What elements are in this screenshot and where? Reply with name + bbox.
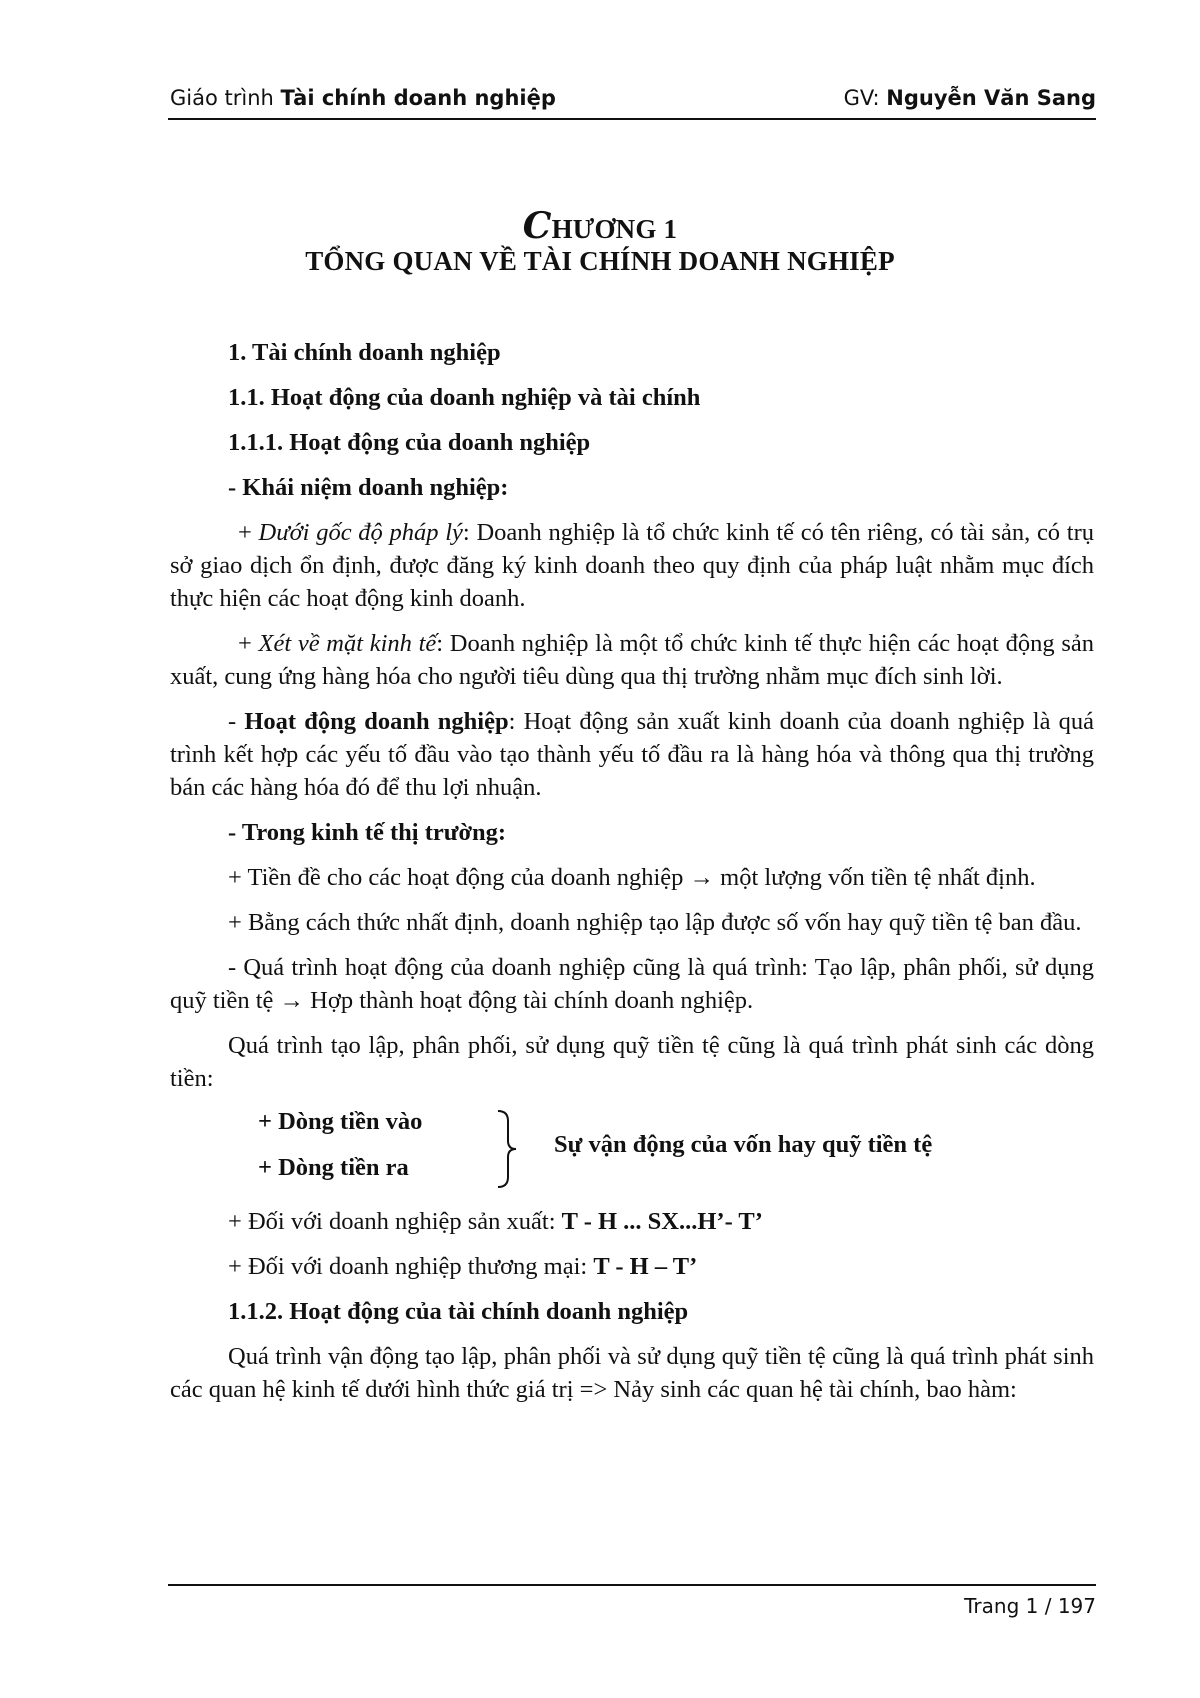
cash-inflow: + Dòng tiền vào (258, 1108, 423, 1135)
cash-outflow: + Dòng tiền ra (258, 1154, 409, 1181)
legal-definition: + Dưới gốc độ pháp lý: Doanh nghiệp là tổ chức kinh tế có tên riêng, có tài sản, có trụ sở giao dịch ổn định, được đăng ký kinh doanh theo quy định của pháp luật nhằm mục đích thực hiện các hoạt động kinh doanh. (170, 519, 1094, 612)
market-point-1: + Tiền đề cho các hoạt động của doanh nghiệp → một lượng vốn tiền tệ nhất định. (228, 864, 1036, 891)
heading-1-1: 1.1. Hoạt động của doanh nghiệp và tài chính (228, 384, 701, 411)
heading-1: 1. Tài chính doanh nghiệp (228, 339, 501, 366)
concept-title: - Khái niệm doanh nghiệp: (228, 474, 509, 501)
last-paragraph: Quá trình vận động tạo lập, phân phối và sử dụng quỹ tiền tệ cũng là quá trình phát sinh các quan hệ kinh tế dưới hình thức giá trị => Nảy sinh các quan hệ tài chính, bao hàm: (170, 1343, 1094, 1403)
market-point-2: + Bằng cách thức nhất định, doanh nghiệp tạo lập được số vốn hay quỹ tiền tệ ban đầu. (228, 909, 1082, 936)
chapter-number: CHƯƠNG 1 (522, 205, 678, 247)
page-header (170, 86, 1096, 110)
cash-flow-group (170, 1105, 1094, 1197)
document-body (170, 336, 1094, 1418)
economic-definition: + Xét về mặt kinh tế: Doanh nghiệp là một tổ chức kinh tế thực hiện các hoạt động sản xuất, cung ứng hàng hóa cho người tiêu dùng qua thị trường nhằm mục đích sinh lời. (170, 630, 1094, 690)
heading-1-1-1: 1.1.1. Hoạt động của doanh nghiệp (228, 429, 591, 456)
flow-result: Sự vận động của vốn hay quỹ tiền tệ (554, 1131, 933, 1158)
course-title: Giáo trình Tài chính doanh nghiệp (170, 86, 556, 110)
page-number: Trang 1 / 197 (964, 1594, 1096, 1618)
header-divider (168, 118, 1096, 120)
lecturer-name: GV: Nguyễn Văn Sang (843, 86, 1096, 110)
process-paragraph: - Quá trình hoạt động của doanh nghiệp cũng là quá trình: Tạo lập, phân phối, sử dụng quỹ tiền tệ → Hợp thành hoạt động tài chính doanh nghiệp. (170, 954, 1094, 1014)
production-formula-line: + Đối với doanh nghiệp sản xuất: T - H ... SX...H’- T’ (228, 1208, 763, 1235)
footer-divider (168, 1584, 1096, 1586)
heading-1-1-2: 1.1.2. Hoạt động của tài chính doanh nghiệp (228, 1298, 689, 1325)
activity-definition: - Hoạt động doanh nghiệp: Hoạt động sản xuất kinh doanh của doanh nghiệp là quá trình kết hợp các yếu tố đầu vào tạo thành yếu tố đầu ra là hàng hóa và thông qua thị trường bán các hàng hóa đó để thu lợi nhuận. (170, 708, 1095, 801)
trade-formula-line: + Đối với doanh nghiệp thương mại: T - H – T’ (228, 1253, 698, 1280)
chapter-title: TỔNG QUAN VỀ TÀI CHÍNH DOANH NGHIỆP (305, 246, 895, 276)
market-title: - Trong kinh tế thị trường: (228, 819, 507, 846)
flow-intro: Quá trình tạo lập, phân phối, sử dụng quỹ tiền tệ cũng là quá trình phát sinh các dòng tiền: (170, 1032, 1094, 1092)
right-brace-icon (496, 1109, 518, 1189)
